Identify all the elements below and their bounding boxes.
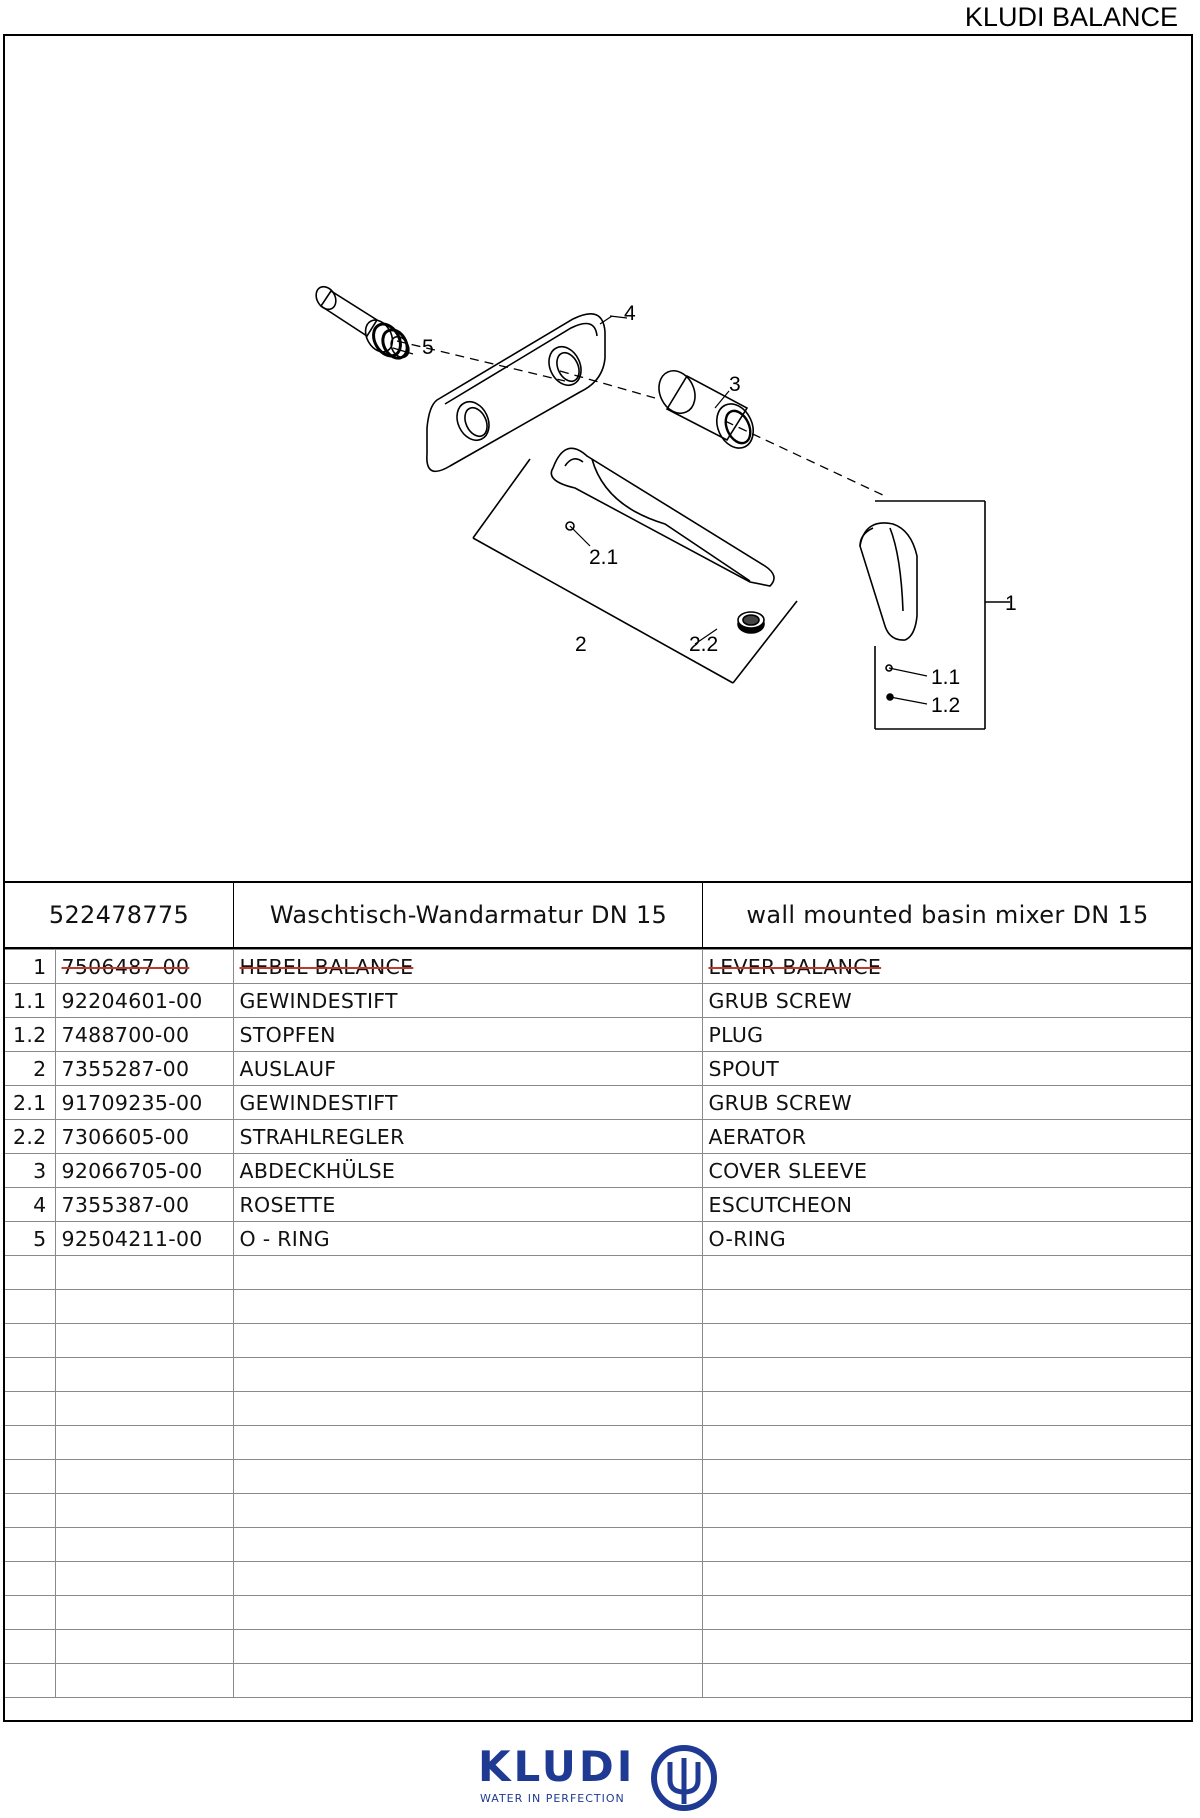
callout-1: 1 — [1005, 592, 1017, 615]
part-number: 7355387-00 — [55, 1188, 233, 1222]
kludi-emblem-icon — [650, 1744, 718, 1812]
empty-cell — [55, 1324, 233, 1358]
empty-cell — [233, 1426, 702, 1460]
callout-leader-lines — [393, 316, 927, 704]
part-2-spout — [473, 448, 797, 683]
empty-table-row — [5, 1596, 1191, 1630]
empty-table-row — [5, 1630, 1191, 1664]
callout-2-2: 2.2 — [689, 633, 719, 656]
empty-cell — [5, 1494, 55, 1528]
part-name-english: GRUB SCREW — [702, 984, 1191, 1018]
part-name-english: PLUG — [702, 1018, 1191, 1052]
empty-cell — [55, 1664, 233, 1698]
part-position: 3 — [5, 1154, 55, 1188]
empty-cell — [55, 1596, 233, 1630]
assembly-axis-lines — [397, 341, 885, 496]
empty-cell — [55, 1494, 233, 1528]
part-name-german: O - RING — [233, 1222, 702, 1256]
empty-table-row — [5, 1392, 1191, 1426]
empty-cell — [233, 1494, 702, 1528]
part-position: 4 — [5, 1188, 55, 1222]
part-name-english: ESCUTCHEON — [702, 1188, 1191, 1222]
part-name-english: O-RING — [702, 1222, 1191, 1256]
callout-2: 2 — [575, 633, 587, 656]
empty-cell — [702, 1494, 1191, 1528]
table-row — [5, 1018, 1191, 1052]
product-header-row — [5, 881, 1191, 949]
part-position: 1.2 — [5, 1018, 55, 1052]
empty-cell — [233, 1460, 702, 1494]
callout-4: 4 — [624, 302, 636, 325]
spare-parts-table — [5, 949, 1191, 1698]
table-row — [5, 1222, 1191, 1256]
empty-cell — [55, 1290, 233, 1324]
empty-cell — [702, 1290, 1191, 1324]
empty-cell — [233, 1358, 702, 1392]
empty-cell — [5, 1358, 55, 1392]
part-number: 92204601-00 — [55, 984, 233, 1018]
part-name-english: COVER SLEEVE — [702, 1154, 1191, 1188]
callout-5: 5 — [422, 336, 434, 359]
empty-table-row — [5, 1460, 1191, 1494]
part-4-escutcheon-plate — [427, 314, 605, 472]
empty-cell — [55, 1562, 233, 1596]
empty-cell — [55, 1630, 233, 1664]
table-row — [5, 1120, 1191, 1154]
callout-2-1: 2.1 — [589, 546, 619, 569]
part-position: 2.1 — [5, 1086, 55, 1120]
callout-1-1: 1.1 — [931, 666, 961, 689]
table-row — [5, 984, 1191, 1018]
table-row — [5, 1188, 1191, 1222]
part-3-cover-sleeve — [652, 365, 760, 454]
empty-cell — [233, 1324, 702, 1358]
part-name-german: GEWINDESTIFT — [233, 984, 702, 1018]
empty-cell — [702, 1358, 1191, 1392]
part-name-german: STRAHLREGLER — [233, 1120, 702, 1154]
empty-cell — [702, 1528, 1191, 1562]
part-number: 7306605-00 — [55, 1120, 233, 1154]
part-name-english: GRUB SCREW — [702, 1086, 1191, 1120]
empty-table-row — [5, 1324, 1191, 1358]
empty-table-row — [5, 1358, 1191, 1392]
empty-cell — [233, 1630, 702, 1664]
empty-cell — [5, 1256, 55, 1290]
empty-table-row — [5, 1426, 1191, 1460]
table-row — [5, 1052, 1191, 1086]
empty-cell — [5, 1460, 55, 1494]
part-number: 7506487-00 — [55, 950, 233, 984]
empty-cell — [702, 1630, 1191, 1664]
empty-cell — [233, 1596, 702, 1630]
product-name-german: Waschtisch-Wandarmatur DN 15 — [233, 883, 703, 947]
part-position: 2.2 — [5, 1120, 55, 1154]
empty-cell — [55, 1460, 233, 1494]
empty-table-row — [5, 1290, 1191, 1324]
kludi-logo — [478, 1742, 724, 1812]
page-title: KLUDI BALANCE — [964, 2, 1178, 32]
empty-cell — [55, 1426, 233, 1460]
empty-table-row — [5, 1494, 1191, 1528]
part-name-english: LEVER BALANCE — [702, 950, 1191, 984]
part-position: 2 — [5, 1052, 55, 1086]
part-name-german: HEBEL BALANCE — [233, 950, 702, 984]
empty-cell — [702, 1562, 1191, 1596]
part-position: 1.1 — [5, 984, 55, 1018]
part-position: 1 — [5, 950, 55, 984]
empty-cell — [702, 1460, 1191, 1494]
empty-cell — [702, 1596, 1191, 1630]
empty-cell — [55, 1358, 233, 1392]
part-number: 92066705-00 — [55, 1154, 233, 1188]
empty-cell — [233, 1290, 702, 1324]
empty-cell — [5, 1596, 55, 1630]
product-article-number: 522478775 — [48, 901, 190, 929]
logo-tagline: WATER IN PERFECTION — [480, 1792, 625, 1805]
part-name-german: GEWINDESTIFT — [233, 1086, 702, 1120]
empty-cell — [5, 1392, 55, 1426]
empty-cell — [233, 1664, 702, 1698]
empty-cell — [233, 1392, 702, 1426]
table-row — [5, 1154, 1191, 1188]
empty-cell — [5, 1528, 55, 1562]
empty-cell — [5, 1664, 55, 1698]
part-name-english: AERATOR — [702, 1120, 1191, 1154]
empty-cell — [702, 1426, 1191, 1460]
callout-1-2: 1.2 — [931, 694, 961, 717]
table-row — [5, 950, 1191, 984]
empty-table-row — [5, 1528, 1191, 1562]
empty-table-row — [5, 1562, 1191, 1596]
empty-cell — [55, 1392, 233, 1426]
part-name-german: STOPFEN — [233, 1018, 702, 1052]
empty-cell — [702, 1324, 1191, 1358]
callout-3: 3 — [729, 373, 741, 396]
logo-wordmark: KLUDI — [478, 1742, 636, 1791]
empty-cell — [5, 1324, 55, 1358]
part-number: 91709235-00 — [55, 1086, 233, 1120]
part-number: 92504211-00 — [55, 1222, 233, 1256]
empty-cell — [5, 1562, 55, 1596]
part-position: 5 — [5, 1222, 55, 1256]
parts-sheet — [3, 34, 1193, 1722]
product-name-english: wall mounted basin mixer DN 15 — [702, 883, 1192, 947]
table-row — [5, 1086, 1191, 1120]
part-name-german: ABDECKHÜLSE — [233, 1154, 702, 1188]
empty-cell — [5, 1290, 55, 1324]
empty-cell — [233, 1528, 702, 1562]
empty-cell — [702, 1664, 1191, 1698]
empty-table-row — [5, 1664, 1191, 1698]
empty-cell — [233, 1256, 702, 1290]
empty-cell — [702, 1392, 1191, 1426]
exploded-view-drawing — [5, 36, 1191, 881]
part-number: 7355287-00 — [55, 1052, 233, 1086]
empty-cell — [5, 1630, 55, 1664]
empty-cell — [702, 1256, 1191, 1290]
empty-table-row — [5, 1256, 1191, 1290]
part-5-o-ring-cartridge — [312, 283, 412, 362]
empty-cell — [5, 1426, 55, 1460]
empty-cell — [233, 1562, 702, 1596]
part-number: 7488700-00 — [55, 1018, 233, 1052]
part-name-english: SPOUT — [702, 1052, 1191, 1086]
part-name-german: ROSETTE — [233, 1188, 702, 1222]
empty-cell — [55, 1256, 233, 1290]
part-name-german: AUSLAUF — [233, 1052, 702, 1086]
empty-cell — [55, 1528, 233, 1562]
